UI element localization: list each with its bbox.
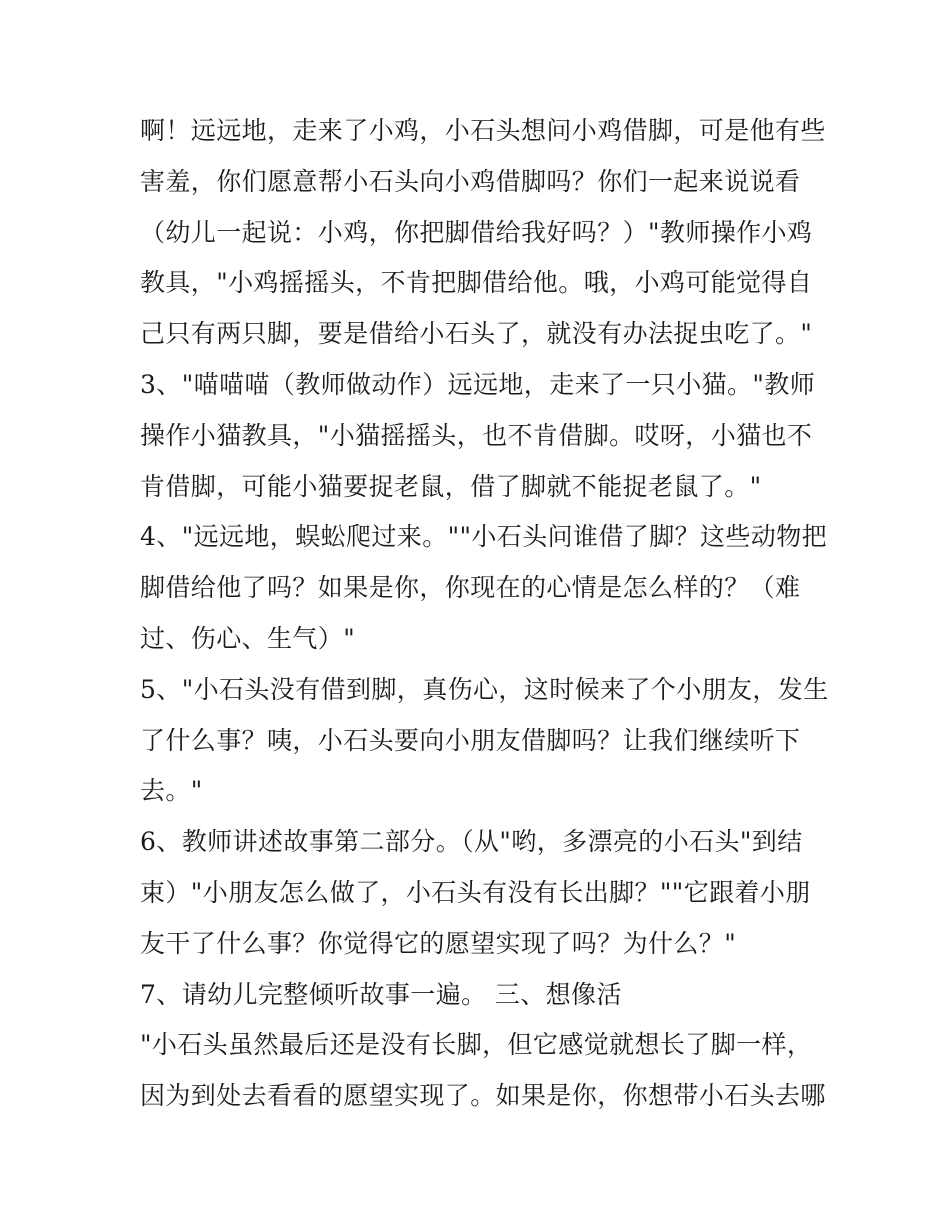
text-line: 3、"喵喵喵（教师做动作）远远地，走来了一只小猫。"教师 — [140, 369, 816, 399]
text-line: 束）"小朋友怎么做了，小石头有没有长出脚？""它跟着小朋 — [140, 877, 811, 907]
text-line: 因为到处去看看的愿望实现了。如果是你，你想带小石头去哪 — [140, 1081, 826, 1111]
text-line: 了什么事？咦，小石头要向小朋友借脚吗？让我们继续听下 — [140, 725, 801, 755]
text-line: 脚借给他了吗？如果是你，你现在的心情是怎么样的？（难 — [140, 573, 801, 603]
text-line: 教具，"小鸡摇摇头，不肯把脚借给他。哦，小鸡可能觉得自 — [140, 268, 813, 298]
text-line: 友干了什么事？你觉得它的愿望实现了吗？为什么？" — [140, 928, 737, 958]
text-line: 啊！远远地，走来了小鸡，小石头想问小鸡借脚，可是他有些 — [140, 116, 826, 145]
body-text — [140, 106, 829, 1122]
text-line: 害羞，你们愿意帮小石头向小鸡借脚吗？你们一起来说说看 — [140, 166, 801, 196]
text-line: 己只有两只脚，要是借给小石头了，就没有办法捉虫吃了。" — [140, 319, 813, 349]
text-line: 7、请幼儿完整倾听故事一遍。 三、想像活 — [140, 979, 622, 1009]
text-line: （幼儿一起说：小鸡，你把脚借给我好吗？）"教师操作小鸡 — [140, 217, 813, 247]
text-line: "小石头虽然最后还是没有长脚，但它感觉就想长了脚一样， — [140, 1030, 813, 1060]
text-line: 6、教师讲述故事第二部分。（从"哟，多漂亮的小石头"到结 — [140, 827, 803, 857]
text-line: 5、"小石头没有借到脚，真伤心，这时候来了个小朋友，发生 — [140, 674, 829, 704]
text-line: 过、伤心、生气）" — [140, 623, 356, 653]
text-line: 肯借脚，可能小猫要捉老鼠，借了脚就不能捉老鼠了。" — [140, 471, 762, 501]
text-line: 4、"远远地，蜈蚣爬过来。""小石头问谁借了脚？这些动物把 — [140, 522, 828, 552]
text-line: 操作小猫教具，"小猫摇摇头，也不肯借脚。哎呀，小猫也不 — [140, 420, 813, 450]
text-line: 去。" — [140, 776, 203, 806]
